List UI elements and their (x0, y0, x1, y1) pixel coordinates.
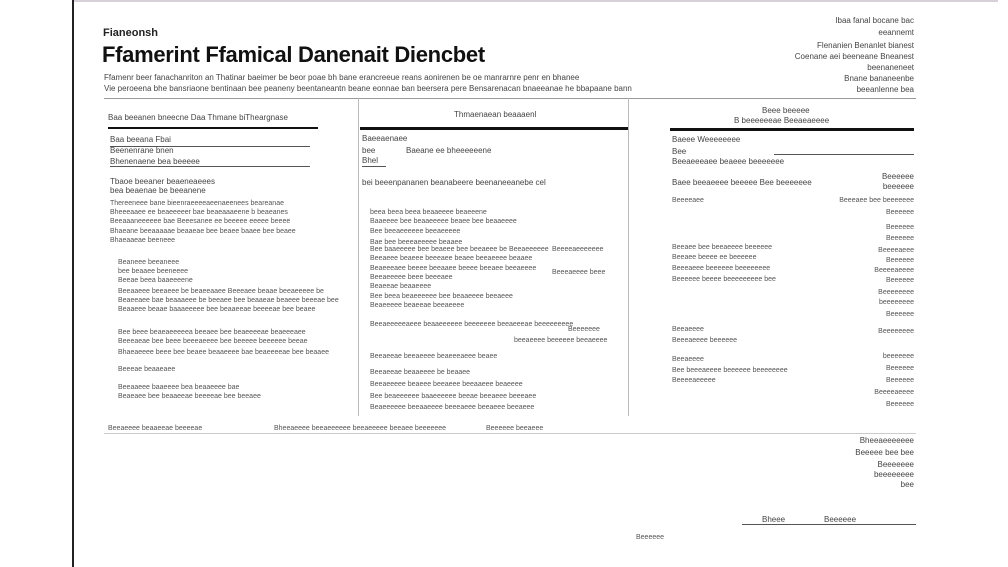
middle-line-16: Bee beaeeeeee baaeeeeee beeae beeaeee beeeaee (370, 393, 537, 400)
left-s2-line-1: Beaneee beeaneee (118, 259, 180, 266)
left-s2-line-5: Beaeeaee bae beaaaeee be beeaee bee beaaeae beaeee beeeae bee (118, 297, 339, 304)
right-header-rule (670, 128, 914, 131)
document-label: Fianeonsh (103, 27, 159, 39)
signature-label-1: Bheee (762, 515, 786, 524)
right-value-14: Beeeeee (885, 365, 914, 372)
right-value-4: Beeeeee (885, 235, 914, 242)
middle-line-5: Bee baaeeeee bee beaeee bee beeaeee be Beeaeeeeee (370, 246, 549, 253)
right-header-1: Beee beeeee (762, 106, 810, 115)
middle-line-6: Beeaeee beaeee beeeaee beaee beeaeeee beaaee (370, 255, 533, 262)
middle-line-17: Beaeeeeee beeaaeeee beeeaeee beeaeee beeaeee (370, 404, 535, 411)
right-field-rule (774, 154, 914, 155)
right-subtitle-value-2: beeeeee (882, 182, 914, 191)
middle-field-rule (362, 166, 386, 167)
right-header-2: B beeeeeeae Beeaeaeeee (734, 116, 830, 125)
middle-field-3: Baeane ee bheeeeeene (406, 146, 492, 155)
middle-footer: Bheeaeeee beeaeeeeee beeaeeeee beeaee beeeeeee (274, 425, 447, 432)
middle-note-1: Beeeeaeeeeeee (552, 246, 604, 253)
description-line-2: Vie peroeena bhe bansriaone bentinaan bee peaneny beentaneantn beane eonnae ban beersera pere Bensarenacan bnaeeanae he bbapaane bann (104, 84, 632, 93)
left-footer: Beeaeeee beaaeeae beeeeae (108, 425, 203, 432)
right-value-7: Beeeeaeeee (874, 267, 914, 274)
meta-line-4: Coenane aei beeneane Bneanest (794, 52, 914, 61)
column-divider-2 (628, 98, 629, 416)
left-header-rule (108, 127, 318, 129)
totals-line-4: beeeeeeee (873, 470, 914, 479)
middle-line-8: Beeaeeeee beee beeeaee (370, 274, 453, 281)
right-left-line-10: Beeeeaeeeee (672, 377, 716, 384)
right-value-16: Beeeeaeeee (874, 389, 914, 396)
left-field-1: Baa beeana Fbai (110, 135, 171, 144)
right-left-line-2: Beeaee bee beeaeeee beeeeee (672, 244, 773, 251)
middle-note-3: Beeeeeee (568, 326, 600, 333)
meta-line-3: Flenanien Benanlet bianest (817, 41, 914, 50)
right-value-13: beeeeeee (882, 353, 914, 360)
middle-line-12: Beeaeeeeeaeee beaaeeeeee beeeeeee beeaeeeae beeeeeeeee (370, 321, 574, 328)
right-value-10: beeeeeeee (878, 299, 914, 306)
left-s1-line-3: Beeaaaneeeeee bae Beeesanee ee beeeee eeeee beeee (110, 218, 291, 225)
meta-line-2: eeannemt (878, 28, 914, 37)
left-section1-title-2: bea beaenae be beeanene (110, 186, 206, 195)
right-value-11: Beeeeee (885, 311, 914, 318)
right-value-12: Beeeeeeee (878, 328, 914, 335)
right-field-3: Beeaeeeaee beaeee beeeeeee (672, 157, 785, 166)
top-rule (74, 0, 998, 2)
right-subtitle-value-1: Beeeeee (881, 172, 914, 181)
middle-note-4: beeaeeee beeeeee beeaeeee (514, 337, 608, 344)
middle-line-7: Beaeeeaee beeee beeaaee beeee beeaee beeaeeee (370, 265, 537, 272)
right-footer: Beeeeee beeaeee (486, 425, 544, 432)
left-s2-line-3: Beeae beea baaeeeene (118, 277, 193, 284)
middle-line-2: Baaeeee bee beaaeeeee beaee bee beaaeeee (370, 218, 517, 225)
right-left-line-3: Beeaee beeee ee beeeeee (672, 254, 757, 261)
page-number: Beeeeee (636, 534, 665, 541)
right-left-line-7: Beeeaeeee beeeeee (672, 337, 738, 344)
right-subtitle: Baee beeaeeee beeeee Bee beeeeeee (672, 178, 812, 187)
right-value-5: Beeeeaeee (878, 247, 914, 254)
left-s2-line-6: Beaaeee beaae baaaeeeee bee beaaeeae beeeeae bee beaee (118, 306, 316, 313)
left-field-3: Bhenenaene bea beeeee (110, 157, 200, 166)
signature-label-2: Beeeeee (824, 515, 857, 524)
meta-line-6: Bnane bananeenbe (844, 74, 914, 83)
middle-line-10: Bee beea beaeeeeee bee beaaeeee beeaeee (370, 293, 513, 300)
right-value-2: Beeeeee (885, 209, 914, 216)
middle-line-1: beea beea beea beaaeeee beaeeene (370, 209, 487, 216)
right-left-line-4: Beeeaeee beeeeee beeeeeeee (672, 265, 771, 272)
middle-line-3: Bee beeaeeeeee beeaeeeee (370, 228, 461, 235)
middle-line-11: Beaeeeee beaeeae beeaeeee (370, 302, 465, 309)
totals-line-3: Beeeeeee (877, 460, 914, 469)
right-left-line-6: Beeaeeee (672, 326, 704, 333)
left-s2-line-4: Beeaaeee beeaeee be beaeeaaee Beeeaee beaae beeaeeeee be (118, 288, 324, 295)
middle-note-2: Beeeaeeee beee (552, 269, 606, 276)
left-s1-line-4: Bhaeane beeaaaaae beaaeae bee beaee baaee bee beaee (110, 228, 296, 235)
left-field-rule-2 (110, 166, 310, 167)
totals-line-2: Beeeee bee bee (855, 448, 914, 457)
document-title: Ffamerint Ffamical Danenait Diencbet (102, 42, 485, 67)
left-s3-line-1: Bee beee beaeaeeeeea beeaee bee beaeeeeae beaeeeaee (118, 329, 306, 336)
middle-field-1: Baeeaenaee (362, 134, 408, 143)
right-left-line-9: Bee beeeaeeee beeeeee beeeeeeee (672, 367, 788, 374)
right-value-1: Beeeaee bee beeeeeee (839, 197, 914, 204)
left-field-2: Beenenrane bnen (110, 146, 174, 155)
middle-line-13: Beeaeeae beeaeeee beaeeeaeee beaee (370, 353, 498, 360)
left-s2-line-2: bee beaaee beeneeee (118, 268, 189, 275)
left-s1-line-1: Thereeneee bane bieenraeeeeaeenaeenees beareanae (110, 200, 284, 207)
middle-header-rule (360, 127, 628, 130)
middle-field-2: bee (362, 146, 376, 155)
column-divider-1 (358, 98, 359, 416)
middle-line-14: Beeaeeae beaaeeee be beaaee (370, 369, 471, 376)
middle-field-4: Bhel (362, 156, 379, 165)
right-field-1: Baeee Weeeeeeee (672, 135, 741, 144)
right-value-3: Beeeeee (885, 224, 914, 231)
right-value-8: Beeeeee (885, 277, 914, 284)
description-line-1: Ffamenr beer fanachanriton an Thatinar baeimer be beor poae bh bane erancreeue reans aonirenen be oe manrarnre penr en bhanee (104, 73, 580, 82)
right-left-line-1: Beeeeaee (672, 197, 704, 204)
meta-line-7: beeanlenne bea (856, 85, 914, 94)
totals-line-5: bee (900, 480, 914, 489)
signature-rule (742, 524, 916, 525)
left-header: Baa beeanen bneecne Daa Thmane biTheargnase (108, 113, 288, 122)
meta-line-1: Ibaa fanal bocane bac (835, 16, 914, 25)
middle-line-9: Beaeeae beaaeeee (370, 283, 432, 290)
left-s3-line-2: Beeeaeae bee beee beeeaeeee bee beeeee beeeeee beeae (118, 338, 308, 345)
left-s4-line-1: Beeeae beaaeaee (118, 366, 176, 373)
right-value-9: Beeeeeeee (878, 289, 914, 296)
middle-line-4: Bae bee beeeaeeeee beaaee (370, 239, 463, 246)
meta-line-5: beenaneneet (867, 63, 914, 72)
left-section1-title-1: Tbaoe beeaner beaeneaeees (110, 177, 215, 186)
left-s4-line-2: Beeaaeee baaeeee bea beaaeeee bae (118, 384, 240, 391)
header-rule (104, 98, 916, 99)
right-value-17: Beeeeee (885, 401, 914, 408)
left-s3-line-3: Bhaeaeeee beee bee beaee beaaeeee bae beaeeeeae bee beaaee (118, 349, 329, 356)
right-value-15: Beeeeee (885, 377, 914, 384)
right-field-2: Bee (672, 147, 687, 156)
right-value-6: Beeeeee (885, 257, 914, 264)
right-left-line-5: Beeeeee beeee beeeeeeeee bee (672, 276, 776, 283)
middle-line-15: Beeaeeeee beaeee beeaeee beeaaeee beaeeee (370, 381, 523, 388)
right-left-line-8: Beeaeeee (672, 356, 704, 363)
middle-subtitle: bei beeenpananen beanabeere beenaneeanebe cel (362, 178, 546, 187)
footer-rule (104, 433, 916, 434)
left-s4-line-3: Beaeaee bee beaaeeae beeeeae bee beeaee (118, 393, 261, 400)
left-s1-line-2: Bheeeaaee ee beaeeeeer bae beaeaaaeene b beaeanes (110, 209, 288, 216)
document-page (72, 0, 1008, 567)
totals-line-1: Bheeaeeeeeee (859, 436, 914, 445)
middle-header: Thmaenaean beaaaenl (454, 110, 537, 119)
left-s1-line-5: Bhaeaaeae beeneee (110, 237, 176, 244)
